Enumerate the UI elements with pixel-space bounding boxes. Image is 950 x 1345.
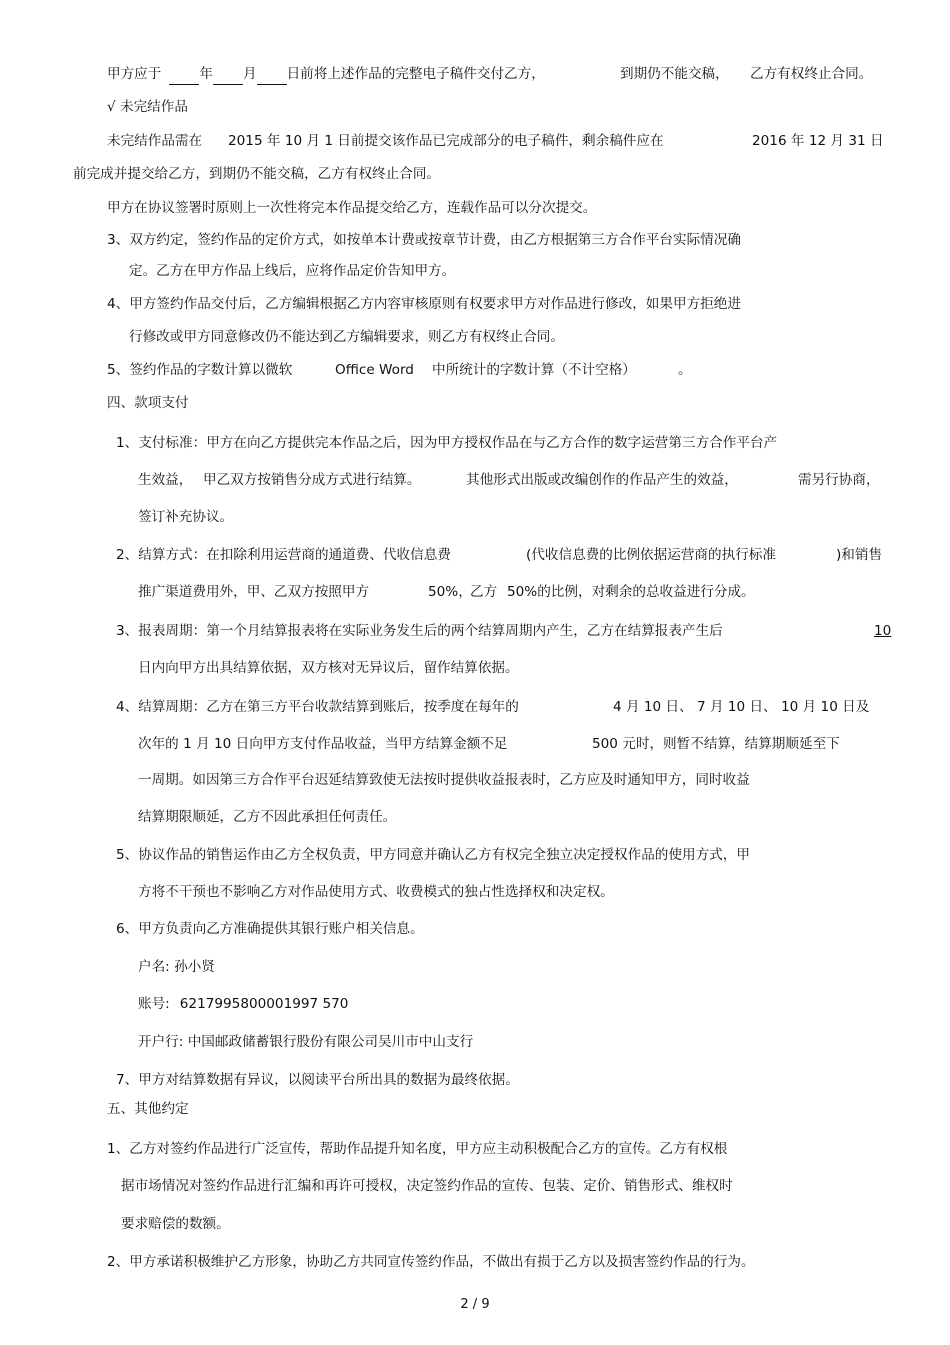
- payment-7: 7、甲方对结算数据有异议，以阅读平台所出具的数据为最终依据。: [116, 1072, 519, 1088]
- clause-4-line-2: 行修改或甲方同意修改仍不能达到乙方编辑要求，则乙方有权终止合同。: [129, 329, 564, 345]
- page-number: 2 / 9: [460, 1297, 490, 1312]
- payment-2-line-1a: 2、结算方式：在扣除利用运营商的通道费、代收信息费: [116, 547, 451, 563]
- blank-month: [213, 64, 243, 85]
- blank-day: [257, 64, 287, 85]
- payment-4-line-2a: 次年的 1 月 10 日向甲方支付作品收益，当甲方结算金额不足: [138, 736, 508, 752]
- unfinished-work-clause-b: 2015 年 10 月 1 日前提交该作品已完成部分的电子稿件，剩余稿件应在: [228, 133, 664, 149]
- payment-6-line-1: 6、甲方负责向乙方准确提供其银行账户相关信息。: [116, 921, 424, 937]
- payment-2-line-1c: )和销售: [836, 547, 883, 563]
- unfinished-work-clause-a: 未完结作品需在: [107, 133, 203, 149]
- payment-1-line-2c: 其他形式出版或改编创作的作品产生的效益，: [466, 472, 738, 488]
- payment-2-line-2c: 乙方: [470, 584, 498, 600]
- payment-4-line-1a: 4、结算周期：乙方在第三方平台收款结算到账后，按季度在每年的: [116, 699, 519, 715]
- account-number-row: [138, 994, 348, 1014]
- payment-2-line-2a: 推广渠道费用外，甲、乙双方按照甲方: [138, 584, 370, 600]
- other-2: 2、甲方承诺积极维护乙方形象，协助乙方共同宣传签约作品，不做出有损于乙方以及损害签约作品的行为。: [107, 1254, 755, 1270]
- payment-5-line-2: 方将不干预也不影响乙方对作品使用方式、收费模式的独占性选择权和决定权。: [138, 884, 614, 900]
- clause-4-line-1: 4、甲方签约作品交付后，乙方编辑根据乙方内容审核原则有权要求甲方对作品进行修改，如果甲方拒绝进: [107, 296, 741, 312]
- bank-label: 开户行:: [138, 1034, 184, 1050]
- delivery-deadline-line: 甲方应于 年 月 日前将上述作品的完整电子稿件交付乙方，: [107, 64, 545, 85]
- clause-5-b: Office Word: [335, 362, 414, 378]
- account-number-value: 6217995800001997 570: [179, 996, 349, 1012]
- payment-4-line-2b: 500 元时，则暂不结算，结算期顺延至下: [592, 736, 840, 752]
- payment-3-line-1a: 3、报表周期：第一个月结算报表将在实际业务发生后的两个结算周期内产生，乙方在结算报表产生后: [116, 623, 723, 639]
- payment-1-line-1: 1、支付标准：甲方在向乙方提供完本作品之后，因为甲方授权作品在与乙方合作的数字运营第三方合作平台产: [116, 435, 778, 451]
- payment-2-line-1b: (代收信息费的比例依据运营商的执行标准: [526, 547, 776, 563]
- blank-year: [169, 64, 199, 85]
- payment-1-line-3: 签订补充协议。: [138, 509, 234, 525]
- clause-3-line-1: 3、双方约定，签约作品的定价方式，如按单本计费或按章节计费，由乙方根据第三方合作平台实际情况确: [107, 232, 741, 248]
- clause-3-line-2: 定。乙方在甲方作品上线后，应将作品定价告知甲方。: [129, 263, 456, 279]
- clause-5-d: 。: [678, 362, 692, 378]
- section-heading-payment: 四、款项支付: [107, 395, 189, 411]
- payment-1-line-2b: 甲乙双方按销售分成方式进行结算。: [203, 472, 421, 488]
- account-number-label: 账号:: [138, 996, 170, 1012]
- payment-4-line-1b: 4 月 10 日、 7 月 10 日、 10 月 10 日及: [613, 699, 870, 715]
- clause-5-c: 中所统计的字数计算（不计空格）: [432, 362, 636, 378]
- unfinished-work-checkbox-label: √ 未完结作品: [107, 99, 188, 115]
- account-name-row: [138, 957, 215, 977]
- delivery-deadline-line-mid: 到期仍不能交稿，: [620, 66, 729, 82]
- unfinished-work-clause-cont: 前完成并提交给乙方，到期仍不能交稿，乙方有权终止合同。: [73, 166, 441, 182]
- payment-2-line-2d: 50%的比例，对剩余的总收益进行分成。: [507, 584, 755, 600]
- account-name-label: 户名:: [138, 959, 170, 975]
- unfinished-work-clause-c: 2016 年 12 月 31 日: [752, 133, 884, 149]
- payment-1-line-2a: 生效益，: [138, 472, 193, 488]
- other-1-line-3: 要求赔偿的数额。: [121, 1216, 230, 1232]
- bank-row: [138, 1032, 473, 1052]
- payment-3-line-2: 日内向甲方出具结算依据，双方核对无异议后，留作结算依据。: [138, 660, 519, 676]
- account-name-value: 孙小贤: [174, 959, 215, 975]
- payment-2-line-2b: 50%，: [428, 584, 472, 600]
- delivery-deadline-line-end: 乙方有权终止合同。: [750, 66, 873, 82]
- payment-4-line-4: 结算期限顺延，乙方不因此承担任何责任。: [138, 809, 397, 825]
- payment-5-line-1: 5、协议作品的销售运作由乙方全权负责，甲方同意并确认乙方有权完全独立决定授权作品的使用方式，甲: [116, 847, 750, 863]
- payment-3-line-1b: 10: [874, 623, 892, 639]
- payment-4-line-3: 一周期。如因第三方合作平台迟延结算致使无法按时提供收益报表时，乙方应及时通知甲方，同时收益: [138, 772, 750, 788]
- other-1-line-2: 据市场情况对签约作品进行汇编和再许可授权，决定签约作品的宣传、包装、定价、销售形式、维权时: [121, 1178, 733, 1194]
- payment-1-line-2d: 需另行协商，: [798, 472, 880, 488]
- other-1-line-1: 1、乙方对签约作品进行广泛宣传，帮助作品提升知名度，甲方应主动积极配合乙方的宣传。乙方有权根: [107, 1141, 728, 1157]
- clause-5-a: 5、签约作品的字数计算以微软: [107, 362, 293, 378]
- section-heading-other: 五、其他约定: [107, 1101, 189, 1117]
- submission-principle: 甲方在协议签署时原则上一次性将完本作品提交给乙方，连载作品可以分次提交。: [107, 200, 597, 216]
- bank-value: 中国邮政储蓄银行股份有限公司吴川市中山支行: [187, 1034, 474, 1050]
